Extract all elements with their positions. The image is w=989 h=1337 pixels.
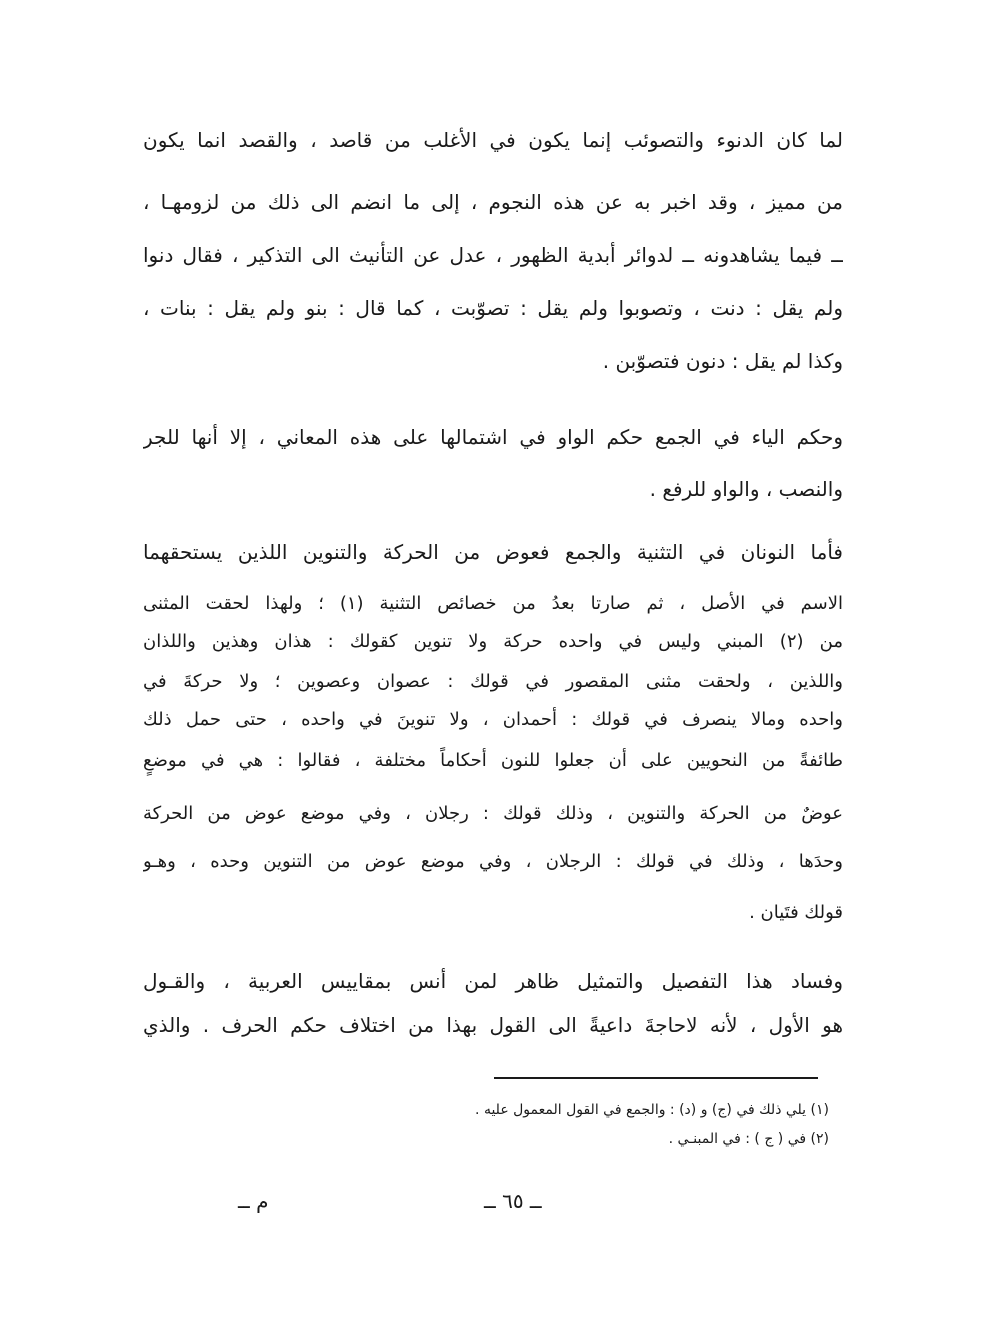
- text-line: من مميز ، وقد اخبر به عن هذه النجوم ، إلى ما انضم الى ذلك من لزومهـا ،: [143, 190, 843, 214]
- text-line: قولك فتَيان .: [749, 902, 843, 923]
- footnote: (١) يلي ذلك في (ج) و (د) : والجمع في القول المعمول عليه .: [475, 1102, 829, 1118]
- text-line: الاسم في الأصل ، ثم صارتا بعدُ من خصائص التثنية (١) ؛ ولهذا لحقت المثنى: [143, 593, 843, 614]
- footnote-divider: [494, 1077, 818, 1079]
- signature-mark: م ــ: [238, 1189, 269, 1213]
- text-line: ولم يقل : دنت ، وتصوبوا ولم يقل : تصوّبت ، كما قال : بنو ولم يقل : بنات ،: [143, 296, 843, 320]
- text-line: لما كان الدنوء والتصوئب إنما يكون في الأغلب من قاصد ، والقصد انما يكون: [143, 128, 843, 152]
- text-line: وحكم الياء في الجمع حكم الواو في اشتمالها على هذه المعاني ، إلا أنها للجر: [143, 425, 843, 449]
- text-line: والنصب ، والواو للرفع .: [649, 477, 843, 501]
- text-line: واللذين ، ولحقت مثنى المقصور في قولك : عصوان وعصوين ؛ ولا حركةَ في: [143, 671, 843, 692]
- footnote: (٢) في ( ج ) : في المبنـي .: [668, 1131, 829, 1147]
- page-number: ــ ٦٥ ــ: [484, 1189, 542, 1213]
- text-line: وكذا لم يقل : دنون فتصوّبن .: [602, 349, 843, 373]
- text-line: واحده ومالا ينصرف في قولك : أحمدان ، ولا تنوينَ في واحده ، حتى حمل ذلك: [143, 709, 843, 730]
- text-line: من (٢) المبني وليس في واحده حركة ولا تنوين كقولك : هذان وهذين واللذان: [143, 631, 843, 652]
- text-line: هو الأول ، لأنه لاحاجةَ داعيةً الى القول بهذا من اختلاف حكم الحرف . والذي: [143, 1013, 843, 1037]
- text-line: طائفةً من النحويين على أن جعلوا للنون أحكاماً مختلفة ، فقالوا : هي في موضعٍ: [143, 750, 843, 771]
- text-line: وفساد هذا التفصيل والتمثيل ظاهر لمن أنس بمقاييس العربية ، والقـول: [143, 969, 843, 993]
- text-line: فأما النونان في التثنية والجمع فعوض من الحركة والتنوين اللذين يستحقهما: [143, 540, 843, 564]
- text-line: ــ فيما يشاهدونه ــ لدوائر أبدية الظهور ، عدل عن التأنيث الى التذكير ، فقال دنوا: [143, 243, 843, 267]
- text-line: عوضٌ من الحركة والتنوين ، وذلك قولك : رجلان ، وفي موضع عوض من الحركة: [143, 803, 843, 824]
- text-line: وحدَها ، وذلك في قولك : الرجلان ، وفي موضع عوض من التنوين وحده ، وهـو: [143, 851, 843, 872]
